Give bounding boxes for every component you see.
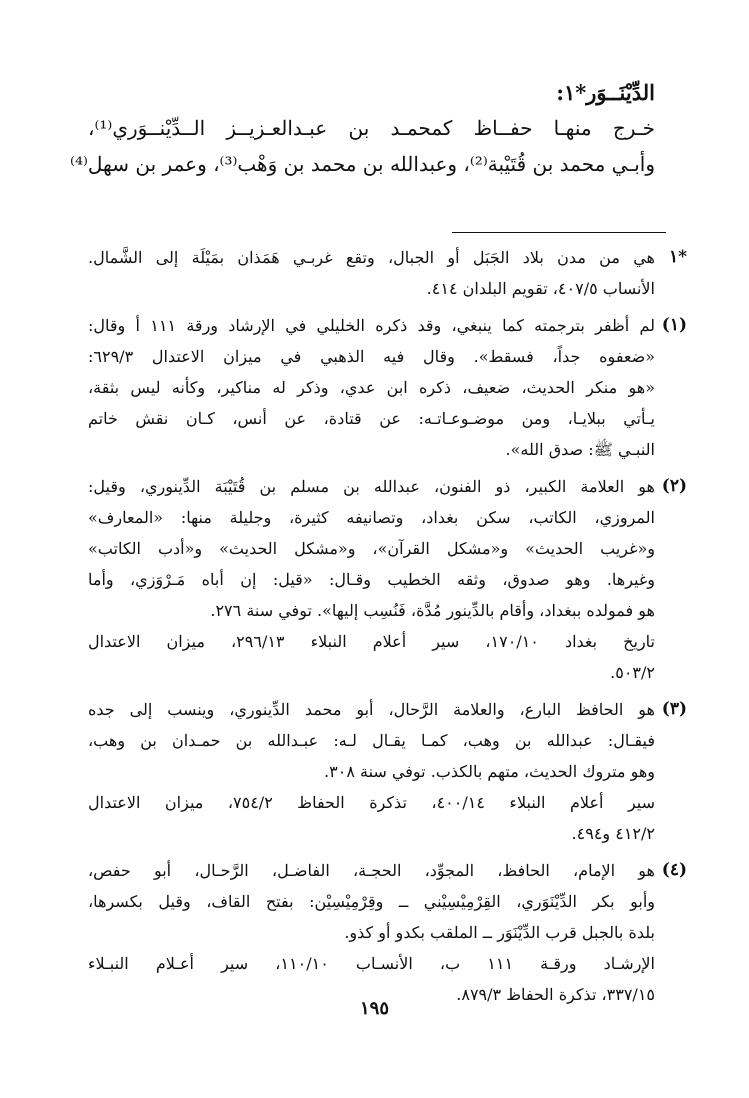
footnote [88,694,687,849]
footnote [88,310,687,465]
footnote-source-line: تاريخ بغداد ١٧٠/١٠، سير أعلام النبلاء ٢٩٦/١٣، ميزان الاعتدال [88,632,655,651]
footnote-source-line: الإرشـاد ورقـة ١١١ ب، الأنسـاب ١١٠/١٠، سير أعـلام النبـلاء [88,954,655,973]
footnote-line: وأبو بكر الدِّيْنَوَري، القِرْمِيْسِيْني ــ وقِرْمِيْسِيْن: بفتح القاف، وقيل بكسرها، [88,892,655,911]
footnote-line: هو فمولده ببغداد، وأقام بالدِّينور مُدَّة، فَنُسِب إليها». توفي سنة ٢٧٦. [210,601,655,620]
footnote-marker: (٤) [661,860,687,880]
main-text-line: وأبـي محمد بن قُتَيْبة⁽²⁾، وعبدالله بن محمد بن وَهْب⁽³⁾، وعمر بن سهل⁽⁴⁾ [70,152,655,176]
footnote-line: يـأتي ببلايـا، ومن موضـوعـاتـه: عن قتادة، عن أنس، كـان نقش خاتم [88,409,655,428]
footnote [88,242,687,304]
footnote-line: هو الحافظ البارع، والعلامة الرَّحال، أبو محمد الدِّينوري، وينسب إلى جده [88,700,655,719]
footnote-marker: (١) [661,315,687,335]
footnote-line: فيقـال: عبدالله بن وهب، كمـا يقـال لـه: عبـدالله بن حمـدان بن وهب، [88,731,655,750]
main-text [70,76,655,182]
footnote-line: وهو متروك الحديث، متهم بالكذب. توفي سنة ٣٠٨. [324,762,655,781]
footnote-line: لم أظفر بترجمته كما ينبغي، وقد ذكره الخليلي في الإرشاد ورقة ١١١ أ وقال: [88,316,655,335]
footnote-line: وغيرها. وهو صدوق، وثقه الخطيب وقـال: «قيل: إن أباه مَـرْوَزي، وأما [88,570,655,589]
entry-title: الدِّيْنَــوَر*١: [556,80,655,105]
footnote-source-line: ٤١٢/٢ و٤٩٤. [571,824,655,843]
footnote-marker: *١ [668,247,687,267]
footnote-source-line: ٥٠٣/٢. [610,663,655,682]
footnote [88,471,687,688]
footnote-line: و«غريب الحديث» و«مشكل القرآن»، و«مشكل الحديث» و«أدب الكاتب» [88,539,655,558]
footnote-line: هو الإمام، الحافظ، المجوِّد، الحجـة، الفاضـل، الرَّحـال، أبو حفص، [88,861,655,880]
footnote-separator [452,232,666,233]
footnote-sources [88,626,655,688]
footnote-marker: (٢) [661,476,687,496]
footnote-source-line: سير أعلام النبلاء ٤٠٠/١٤، تذكرة الحفاظ ٧٥٤/٢، ميزان الاعتدال [88,793,655,812]
footnote-line: النبـي ﷺ: صدق الله». [505,440,655,459]
footnote-marker: (٣) [661,699,687,719]
footnote-sources [88,787,655,849]
footnote-source-line: ٣٣٧/١٥، تذكرة الحفاظ ٨٧٩/٣. [456,985,655,1004]
footnote-line: المروزي، الكاتب، سكن بغداد، وتصانيفه كثيرة، وجليلة منها: «المعارف» [88,508,655,527]
footnote-line: الأنساب ٤٠٧/٥، تقويم البلدان ٤١٤. [426,279,655,298]
page-number: ١٩٥ [359,998,389,1019]
footnotes [88,242,687,1016]
footnote [88,855,687,1010]
footnote-line: «هو منكر الحديث، ضعيف، ذكره ابن عدي، وذكر له مناكير، وكأنه ليس بثقة، [88,378,655,397]
footnote-line: هو العلامة الكبير، ذو الفنون، عبدالله بن مسلم بن قُتَيْبَة الدِّينوري، وقيل: [88,477,655,496]
footnote-line: «ضعفوه جداً، فسقط». وقال فيه الذهبي في ميزان الاعتدال ٦٢٩/٣: [88,347,655,366]
main-text-line: خـرج منهـا حفــاظ كمحمـد بن عبـدالعـزيــز الــدِّيْنــوَري⁽¹⁾، [88,116,655,140]
footnote-line: بلدة بالجبل قرب الدِّيْنَوَر ــ الملقب بكدو أو كذو. [344,923,655,942]
footnote-line: هي من مدن بلاد الجَبَل أو الجبال، وتقع غربـي هَمَذان بمَيْلَة إلى الشَّمال. [88,248,655,267]
